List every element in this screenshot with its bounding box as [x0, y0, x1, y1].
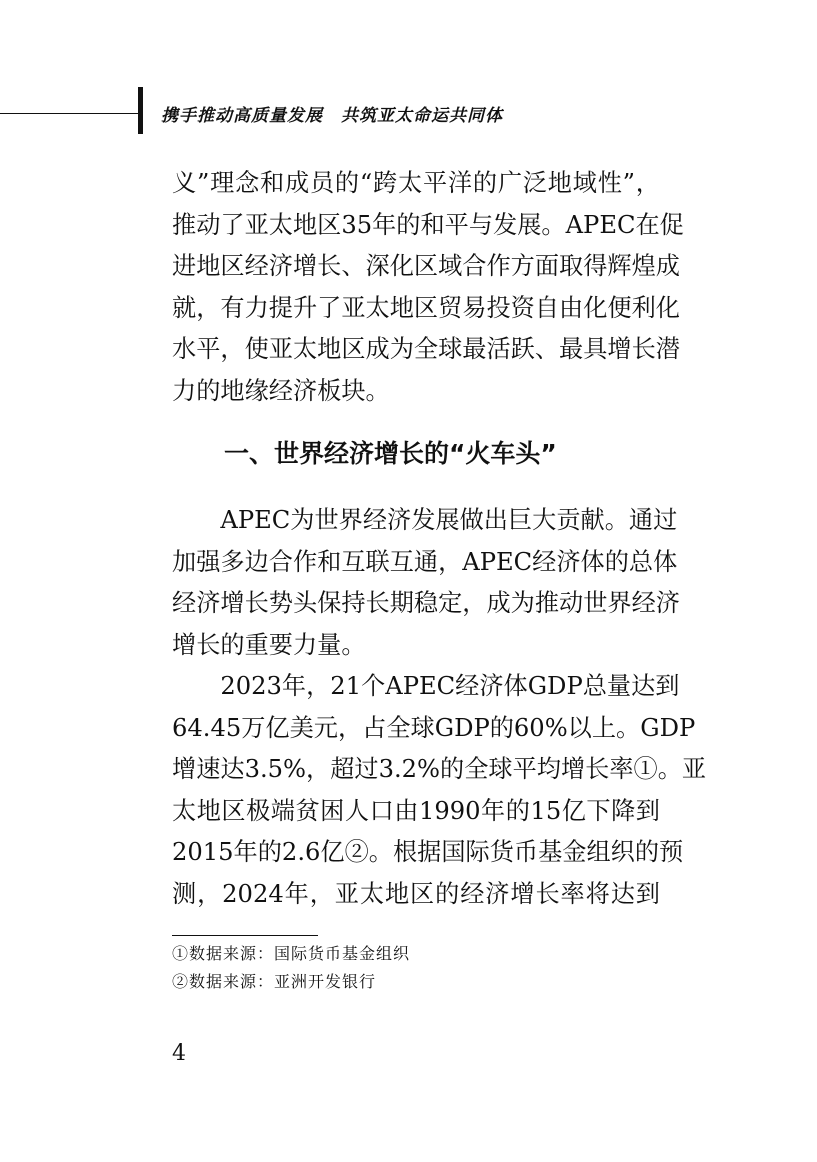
section-heading: 一、世界经济增长的“火车头”	[224, 439, 557, 468]
text-line: 力的地缘经济板块。	[172, 376, 390, 405]
text-line: 就，有力提升了亚太地区贸易投资自由化便利化	[172, 293, 680, 322]
text-line: 2023年，21个APEC经济体GDP总量达到	[172, 672, 680, 700]
text-line: 64.45万亿美元，占全球GDP的60%以上。GDP	[172, 713, 696, 742]
text-line: 太地区极端贫困人口由1990年的15亿下降到	[172, 796, 660, 825]
text-line: 进地区经济增长、深化区域合作方面取得辉煌成	[172, 252, 680, 280]
running-head: 携手推动高质量发展 共筑亚太命运共同体	[161, 106, 503, 126]
text-line: 推动了亚太地区35年的和平与发展。APEC在促	[172, 210, 684, 239]
header-rule	[0, 113, 140, 114]
text-line: 2015年的2.6亿②。根据国际货币基金组织的预	[172, 838, 684, 866]
text-line: 水平，使亚太地区成为全球最活跃、最具增长潜	[172, 335, 680, 363]
text-line: 增速达3.5%，超过3.2%的全球平均增长率①。亚	[172, 755, 707, 783]
footnote-1: ①数据来源：国际货币基金组织	[172, 944, 411, 963]
page-number: 4	[172, 1041, 186, 1066]
header-bar	[138, 87, 143, 134]
text-line: APEC为世界经济发展做出巨大贡献。通过	[172, 506, 678, 534]
text-line: 增长的重要力量。	[172, 630, 366, 659]
text-line: 义”理念和成员的“跨太平洋的广泛地域性”，	[172, 169, 660, 197]
footnote-rule	[172, 935, 318, 936]
footnote-2: ②数据来源：亚洲开发银行	[172, 972, 377, 991]
text-line: 加强多边合作和互联互通，APEC经济体的总体	[172, 547, 678, 576]
text-line: 测，2024年，亚太地区的经济增长率将达到	[172, 879, 660, 908]
text-line: 经济增长势头保持长期稳定，成为推动世界经济	[172, 589, 680, 617]
